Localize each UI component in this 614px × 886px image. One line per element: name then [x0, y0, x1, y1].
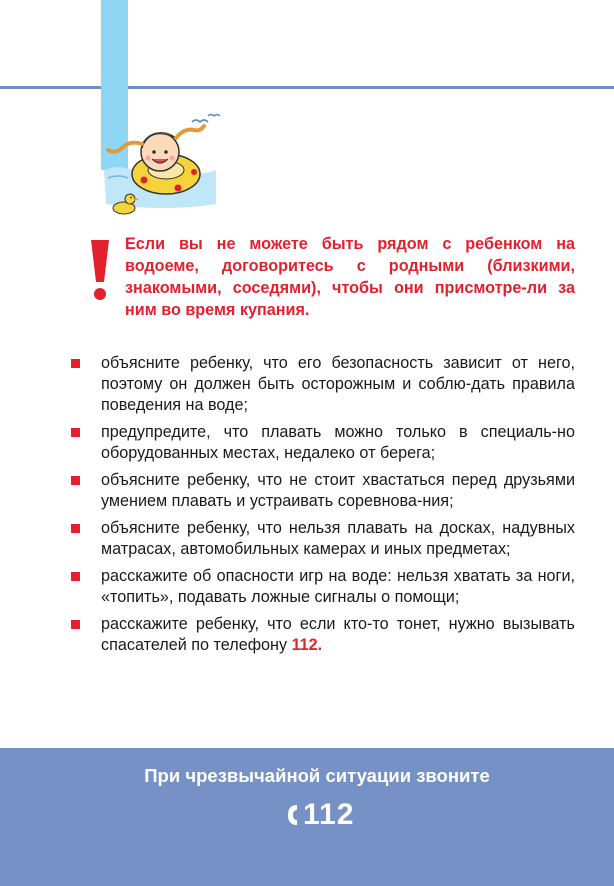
header-divider	[0, 86, 614, 89]
emergency-phone-number: 112	[303, 798, 355, 831]
bullet-marker	[71, 572, 80, 581]
footer-phone	[285, 797, 354, 833]
list-item	[71, 353, 575, 416]
tip-text: расскажите об опасности игр на воде: нельзя хватать за ноги, «топить», подавать ложные сигналы о помощи;	[101, 567, 575, 606]
parent-warning: Если вы не можете быть рядом с ребенком на водоеме, договоритесь с родными (близкими, знакомыми, соседями), чтобы они присмотре-ли за ним во время купания.	[125, 235, 575, 319]
bullet-marker	[71, 620, 80, 629]
bullet-marker	[71, 428, 80, 437]
tips-list	[71, 353, 575, 662]
list-item	[71, 518, 575, 560]
list-item	[71, 422, 575, 464]
footer-call-text: При чрезвычайной ситуации звоните	[144, 765, 490, 786]
tip-text: объясните ребенку, что его безопасность зависит от него, поэтому он должен быть осторожным и соблю-дать правила поведения на воде;	[101, 354, 575, 414]
bullet-marker	[71, 524, 80, 533]
exclamation-icon	[86, 238, 114, 302]
tip-text: расскажите ребенку, что если кто-то тонет, нужно вызывать спасателей по телефону	[101, 615, 575, 654]
tip-text: предупредите, что плавать можно только в специаль-но оборудованных местах, недалеко от берега;	[101, 423, 575, 462]
child-swimming-ring-icon	[100, 108, 230, 223]
tip-text: объясните ребенку, что нельзя плавать на досках, надувных матрасах, автомобильных камерах и иных предметах;	[101, 519, 575, 558]
bullet-marker	[71, 359, 80, 368]
phone-handset-icon	[285, 804, 299, 826]
bullet-marker	[71, 476, 80, 485]
tip-text: объясните ребенку, что не стоит хвастаться перед друзьями умением плавать и устраивать соревнова-ния;	[101, 471, 575, 510]
list-item	[71, 470, 575, 512]
list-item	[71, 566, 575, 608]
emergency-number-inline: 112.	[291, 636, 323, 654]
list-item	[71, 614, 575, 656]
